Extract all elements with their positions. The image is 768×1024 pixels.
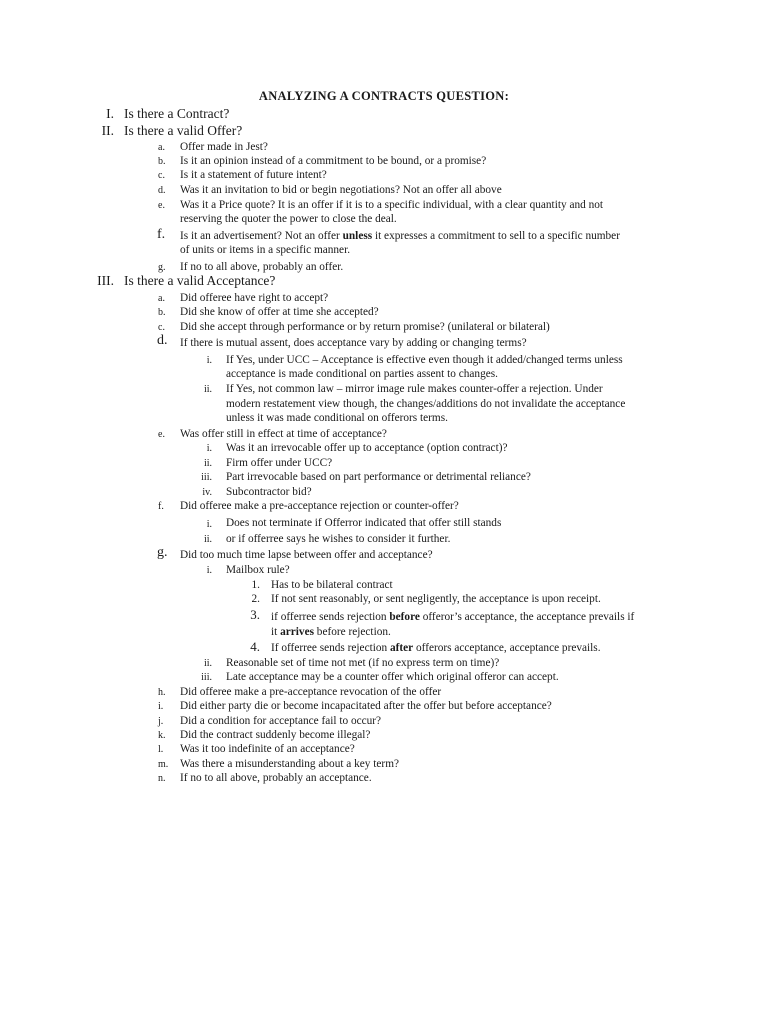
list-item: Was offer still in effect at time of acceptance? [180,428,387,440]
list-label: l. [158,744,164,755]
list-item: Is it a statement of future intent? [180,169,327,181]
list-item: Did she accept through performance or by return promise? (unilateral or bilateral) [180,321,550,333]
sublist-item: or if offerree says he wishes to consider it further. [226,533,451,545]
emphasis-text: unless [342,230,373,242]
sublist-item: Firm offer under UCC? [226,457,333,469]
list-item: Did too much time lapse between offer and acceptance? [180,549,433,561]
sublist-label: iii. [201,472,212,483]
list-item: Was it a Price quote? It is an offer if it is to a specific individual, with a clear quantity and not [180,199,604,211]
list-label: f. [157,227,166,242]
list-label: j. [158,716,164,727]
sublist-label: ii. [203,534,212,545]
sublist-label: i. [206,443,212,454]
list-label: n. [158,773,166,784]
numbered-item: Has to be bilateral contract [271,579,393,591]
sublist-item: Late acceptance may be a counter offer which original offeror can accept. [226,671,559,683]
list-item: Was it too indefinite of an acceptance? [180,743,355,755]
numbered-item: if offerree sends rejection before offeror’s acceptance, the acceptance prevails if [271,611,635,623]
section-label: III. [97,273,114,288]
list-label: b. [158,156,166,167]
list-item: Was there a misunderstanding about a key term? [180,758,399,770]
sublist-label: ii. [203,384,212,395]
sublist-item-continuation: acceptance is made conditional on parties assent to changes. [226,368,498,380]
numbered-label: 1. [251,579,260,591]
list-label: f. [158,501,164,512]
list-label: e. [158,429,165,440]
list-label: g. [158,262,166,273]
sublist-label: i. [206,355,212,366]
list-label: d. [158,185,166,196]
list-label: c. [158,322,165,333]
sublist-label: i. [206,565,212,576]
list-item: Is it an opinion instead of a commitment to be bound, or a promise? [180,155,487,167]
list-item-continuation: of units or items in a specific manner. [180,244,351,256]
list-item: Did either party die or become incapacitated after the offer but before acceptance? [180,700,552,712]
list-label: m. [158,759,169,770]
document-title: ANALYZING A CONTRACTS QUESTION: [258,89,510,103]
sublist-label: ii. [203,658,212,669]
section-label: I. [106,106,114,121]
sublist-item: If Yes, not common law – mirror image rule makes counter-offer a rejection. Under [226,383,603,395]
numbered-label: 3. [250,607,260,622]
emphasis-text: after [389,642,414,654]
numbered-item: If not sent reasonably, or sent negligently, the acceptance is upon receipt. [271,593,601,605]
sublist-label: iv. [202,487,212,498]
sublist-item: Mailbox rule? [226,564,290,576]
list-item: Offer made in Jest? [180,141,268,153]
list-label: b. [158,307,166,318]
section-heading: Is there a Contract? [124,106,230,121]
numbered-item-continuation: it arrives before rejection. [271,626,391,638]
list-item: If no to all above, probably an acceptance. [180,772,372,784]
list-item: Is it an advertisement? Not an offer unless it expresses a commitment to sell to a specific number [180,230,620,242]
list-label: a. [158,142,165,153]
sublist-item: Does not terminate if Offerror indicated that offer still stands [226,517,502,529]
sublist-item: Subcontractor bid? [226,486,312,498]
list-item: Did offeree make a pre-acceptance rejection or counter-offer? [180,500,459,512]
numbered-label: 2. [251,593,260,605]
section-label: II. [101,123,114,138]
list-item: If no to all above, probably an offer. [180,261,344,273]
sublist-item-continuation: unless it was made conditional on offerors terms. [226,412,448,424]
list-label: i. [158,701,164,712]
list-label: k. [158,730,166,741]
list-item: Did a condition for acceptance fail to occur? [180,715,382,727]
list-item: Did the contract suddenly become illegal? [180,729,371,741]
list-label: d. [157,333,168,348]
list-label: c. [158,170,165,181]
sublist-item-continuation: modern restatement view though, the changes/additions do not invalidate the acceptance [226,398,626,410]
list-label: g. [157,545,168,560]
section-heading: Is there a valid Acceptance? [124,273,276,288]
list-item: Did she know of offer at time she accepted? [180,306,379,318]
list-label: e. [158,200,165,211]
sublist-label: ii. [203,458,212,469]
list-item: Did offeree have right to accept? [180,292,329,304]
sublist-label: i. [206,519,212,530]
list-item-continuation: reserving the quoter the power to close the deal. [180,213,397,225]
emphasis-text: arrives [280,626,314,638]
section-heading: Is there a valid Offer? [124,123,243,138]
numbered-item: If offerree sends rejection after offerors acceptance, acceptance prevails. [271,642,601,654]
sublist-item: Reasonable set of time not met (if no express term on time)? [226,657,500,669]
numbered-label: 4. [250,639,260,654]
list-item: Was it an invitation to bid or begin negotiations? Not an offer all above [180,184,502,196]
sublist-item: Part irrevocable based on part performance or detrimental reliance? [226,471,531,483]
list-label: a. [158,293,165,304]
sublist-item: Was it an irrevocable offer up to acceptance (option contract)? [226,442,508,454]
list-item: If there is mutual assent, does acceptance vary by adding or changing terms? [180,337,527,349]
emphasis-text: before [389,611,420,623]
list-item: Did offeree make a pre-acceptance revocation of the offer [180,686,442,698]
sublist-label: iii. [201,672,212,683]
list-label: h. [158,687,166,698]
sublist-item: If Yes, under UCC – Acceptance is effective even though it added/changed terms unless [226,354,623,366]
